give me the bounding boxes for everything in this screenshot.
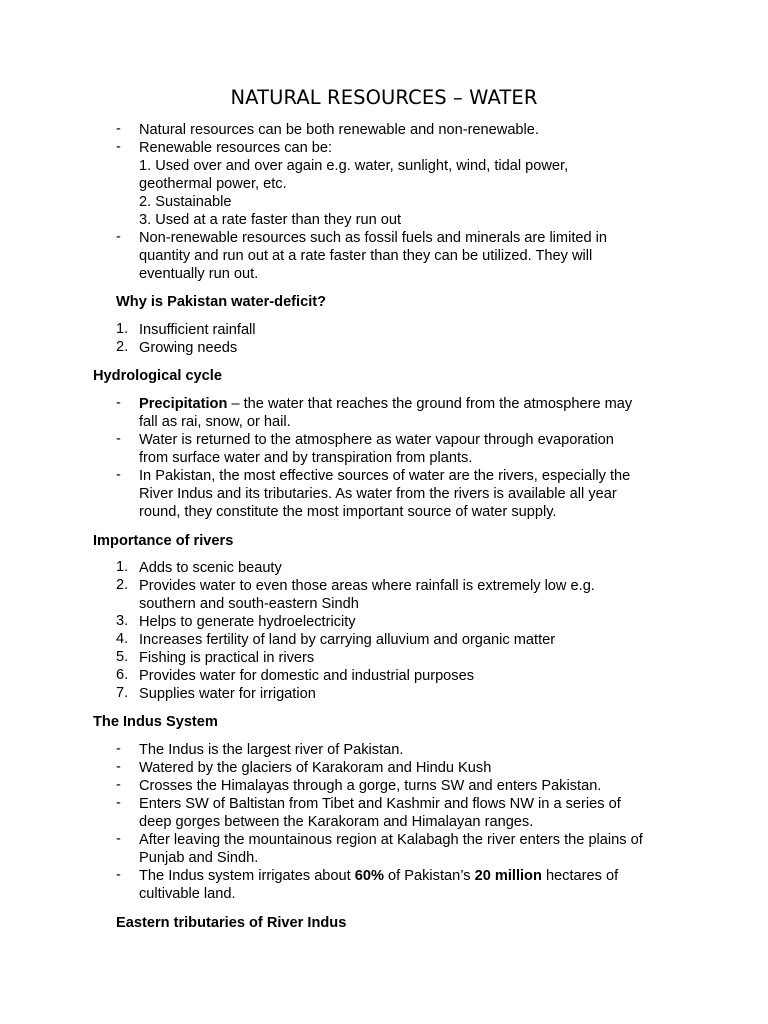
hydro-bullet-3-line-3: round, they constitute the most important source of water supply. [139, 504, 557, 520]
bullet-dash: - [116, 395, 121, 411]
intro-bullet-3-line-1: Non-renewable resources such as fossil fuels and minerals are limited in [139, 230, 608, 246]
bullet-dash: - [116, 139, 121, 155]
section-heading-indus: The Indus System [93, 714, 218, 730]
indus-bullet-5-line-2: Punjab and Sindh. [139, 850, 259, 866]
list-number: 2. [116, 339, 129, 355]
bullet-dash: - [116, 741, 121, 757]
intro-bullet-2-line-2: geothermal power, etc. [139, 176, 287, 192]
bullet-dash: - [116, 867, 121, 883]
list-number: 1. [116, 559, 129, 575]
indus-bullet-6-text-c: of Pakistan’s [383, 868, 475, 884]
indus-bullet-6-text-e: hectares of [541, 868, 619, 884]
indus-bullet-6-line-2: cultivable land. [139, 886, 236, 902]
rivers-item-2-line-1: Provides water to even those areas where rainfall is extremely low e.g. [139, 578, 595, 594]
intro-bullet-3-line-3: eventually run out. [139, 266, 259, 282]
section-heading-eastern: Eastern tributaries of River Indus [116, 915, 347, 931]
section-heading-deficit: Why is Pakistan water-deficit? [116, 294, 327, 310]
bullet-dash: - [116, 777, 121, 793]
indus-bullet-6-line-1 [139, 867, 618, 885]
hectares-value: 20 million [474, 868, 542, 884]
deficit-item-1: Insufficient rainfall [139, 322, 256, 338]
hydro-bullet-1-text: – the water that reaches the ground from the atmosphere may [227, 396, 633, 412]
intro-bullet-2-line-1: 1. Used over and over again e.g. water, sunlight, wind, tidal power, [139, 158, 569, 174]
bullet-dash: - [116, 431, 121, 447]
page-title: NATURAL RESOURCES – WATER [230, 86, 538, 109]
rivers-item-2-line-2: southern and south-eastern Sindh [139, 596, 359, 612]
intro-bullet-2-line-3: 2. Sustainable [139, 194, 232, 210]
bullet-dash: - [116, 759, 121, 775]
list-number: 7. [116, 685, 129, 701]
bullet-dash: - [116, 229, 121, 245]
rivers-item-4: Increases fertility of land by carrying alluvium and organic matter [139, 632, 556, 648]
rivers-item-6: Provides water for domestic and industrial purposes [139, 668, 475, 684]
bullet-dash: - [116, 467, 121, 483]
intro-bullet-2: Renewable resources can be: [139, 140, 333, 156]
rivers-item-5: Fishing is practical in rivers [139, 650, 315, 666]
hydro-bullet-2-line-2: from surface water and by transpiration from plants. [139, 450, 473, 466]
indus-bullet-6-text-a: The Indus system irrigates about [139, 868, 355, 884]
deficit-item-2: Growing needs [139, 340, 238, 356]
list-number: 2. [116, 577, 129, 593]
list-number: 6. [116, 667, 129, 683]
intro-bullet-1: Natural resources can be both renewable and non-renewable. [139, 122, 539, 138]
indus-bullet-2: Watered by the glaciers of Karakoram and Hindu Kush [139, 760, 492, 776]
section-heading-rivers: Importance of rivers [93, 533, 234, 549]
hydro-bullet-3-line-2: River Indus and its tributaries. As water from the rivers is available all year [139, 486, 617, 502]
percent-value: 60% [354, 868, 384, 884]
hydro-bullet-2-line-1: Water is returned to the atmosphere as water vapour through evaporation [139, 432, 614, 448]
indus-bullet-5-line-1: After leaving the mountainous region at Kalabagh the river enters the plains of [139, 832, 643, 848]
hydro-bullet-1-line-2: fall as rai, snow, or hail. [139, 414, 291, 430]
hydro-bullet-3-line-1: In Pakistan, the most effective sources of water are the rivers, especially the [139, 468, 631, 484]
rivers-item-3: Helps to generate hydroelectricity [139, 614, 356, 630]
list-number: 5. [116, 649, 129, 665]
bullet-dash: - [116, 121, 121, 137]
rivers-item-7: Supplies water for irrigation [139, 686, 316, 702]
list-number: 4. [116, 631, 129, 647]
indus-bullet-4-line-1: Enters SW of Baltistan from Tibet and Kashmir and flows NW in a series of [139, 796, 621, 812]
hydro-bullet-1-line-1 [139, 395, 632, 413]
intro-bullet-3-line-2: quantity and run out at a rate faster than they can be utilized. They will [139, 248, 593, 264]
intro-bullet-2-line-4: 3. Used at a rate faster than they run out [139, 212, 402, 228]
bullet-dash: - [116, 795, 121, 811]
precipitation-term: Precipitation [139, 396, 228, 412]
indus-bullet-1: The Indus is the largest river of Pakistan. [139, 742, 404, 758]
section-heading-hydro: Hydrological cycle [93, 368, 222, 384]
bullet-dash: - [116, 831, 121, 847]
indus-bullet-4-line-2: deep gorges between the Karakoram and Himalayan ranges. [139, 814, 534, 830]
rivers-item-1: Adds to scenic beauty [139, 560, 282, 576]
list-number: 3. [116, 613, 129, 629]
list-number: 1. [116, 321, 129, 337]
indus-bullet-3: Crosses the Himalayas through a gorge, turns SW and enters Pakistan. [139, 778, 602, 794]
